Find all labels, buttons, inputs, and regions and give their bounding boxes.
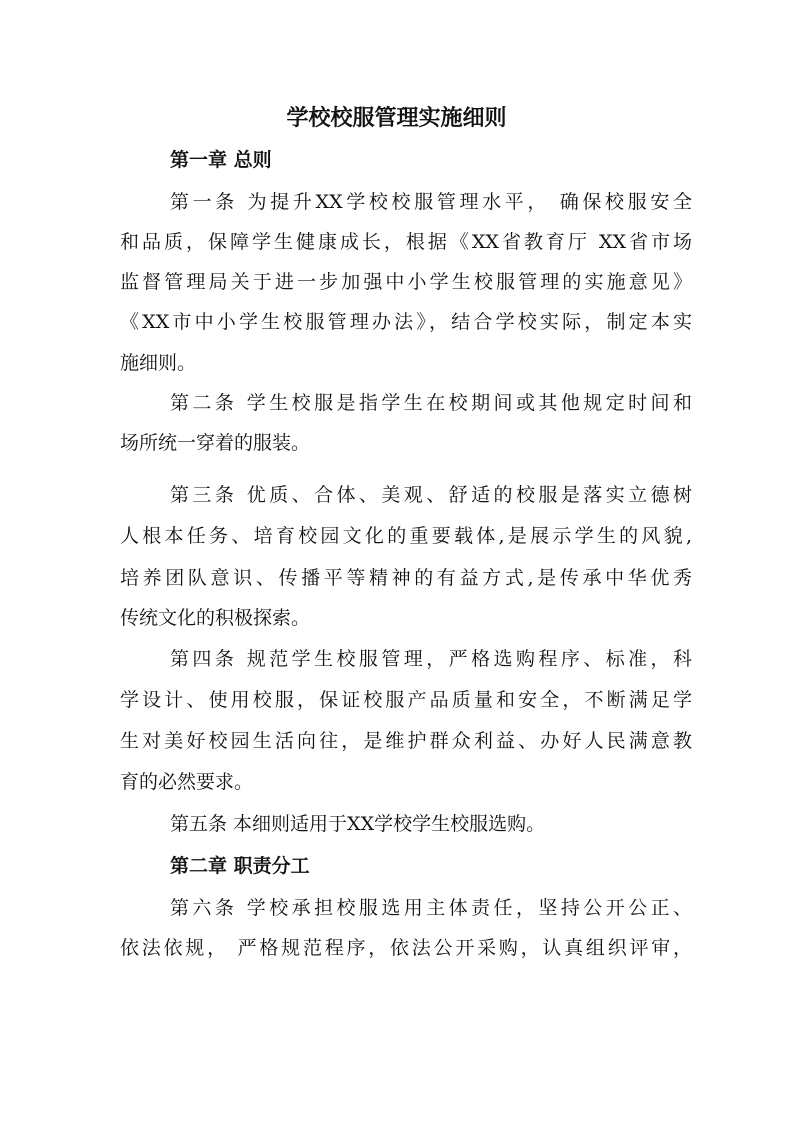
article-line: 第六条 学校承担校服选用主体责任，坚持公开公正、 bbox=[170, 897, 692, 919]
article-line: 场所统一穿着的服装。 bbox=[120, 432, 311, 454]
article-line: 第五条 本细则适用于XX学校学生校服选购。 bbox=[170, 813, 546, 835]
article-line: 第二条 学生校服是指学生在校期间或其他规定时间和 bbox=[170, 392, 692, 414]
chapter-heading: 第二章 职责分工 bbox=[170, 855, 310, 877]
article-line: 《XX市中小学生校服管理办法》，结合学校实际，制定本实 bbox=[120, 311, 692, 333]
article-line: 生对美好校园生活向往，是维护群众利益、办好人民满意教 bbox=[120, 730, 692, 752]
article-line: 育的必然要求。 bbox=[120, 771, 254, 793]
article-line: 第四条 规范学生校服管理，严格选购程序、标准，科 bbox=[170, 648, 692, 670]
article-line: 第三条 优质、合体、美观、舒适的校服是落实立德树 bbox=[170, 484, 692, 506]
article-line: 第一条 为提升XX学校校服管理水平， 确保校服安全 bbox=[170, 191, 692, 213]
chapter-heading: 第一章 总则 bbox=[170, 149, 272, 171]
article-line: 依法依规， 严格规范程序，依法公开采购，认真组织评审， bbox=[120, 937, 692, 959]
article-line: 培养团队意识、传播平等精神的有益方式,是传承中华优秀 bbox=[120, 567, 692, 589]
article-line: 施细则。 bbox=[120, 352, 197, 374]
article-line: 学设计、使用校服，保证校服产品质量和安全，不断满足学 bbox=[120, 689, 692, 711]
article-line: 和品质，保障学生健康成长，根据《XX省教育厅 XX省市场 bbox=[120, 231, 692, 253]
article-line: 人根本任务、培育校园文化的重要载体,是展示学生的风貌, bbox=[120, 525, 692, 547]
document-title: 学校校服管理实施细则 bbox=[286, 105, 507, 131]
article-line: 监督管理局关于进一步加强中小学生校服管理的实施意见》 bbox=[120, 271, 692, 293]
article-line: 传统文化的积极探索。 bbox=[120, 607, 311, 629]
